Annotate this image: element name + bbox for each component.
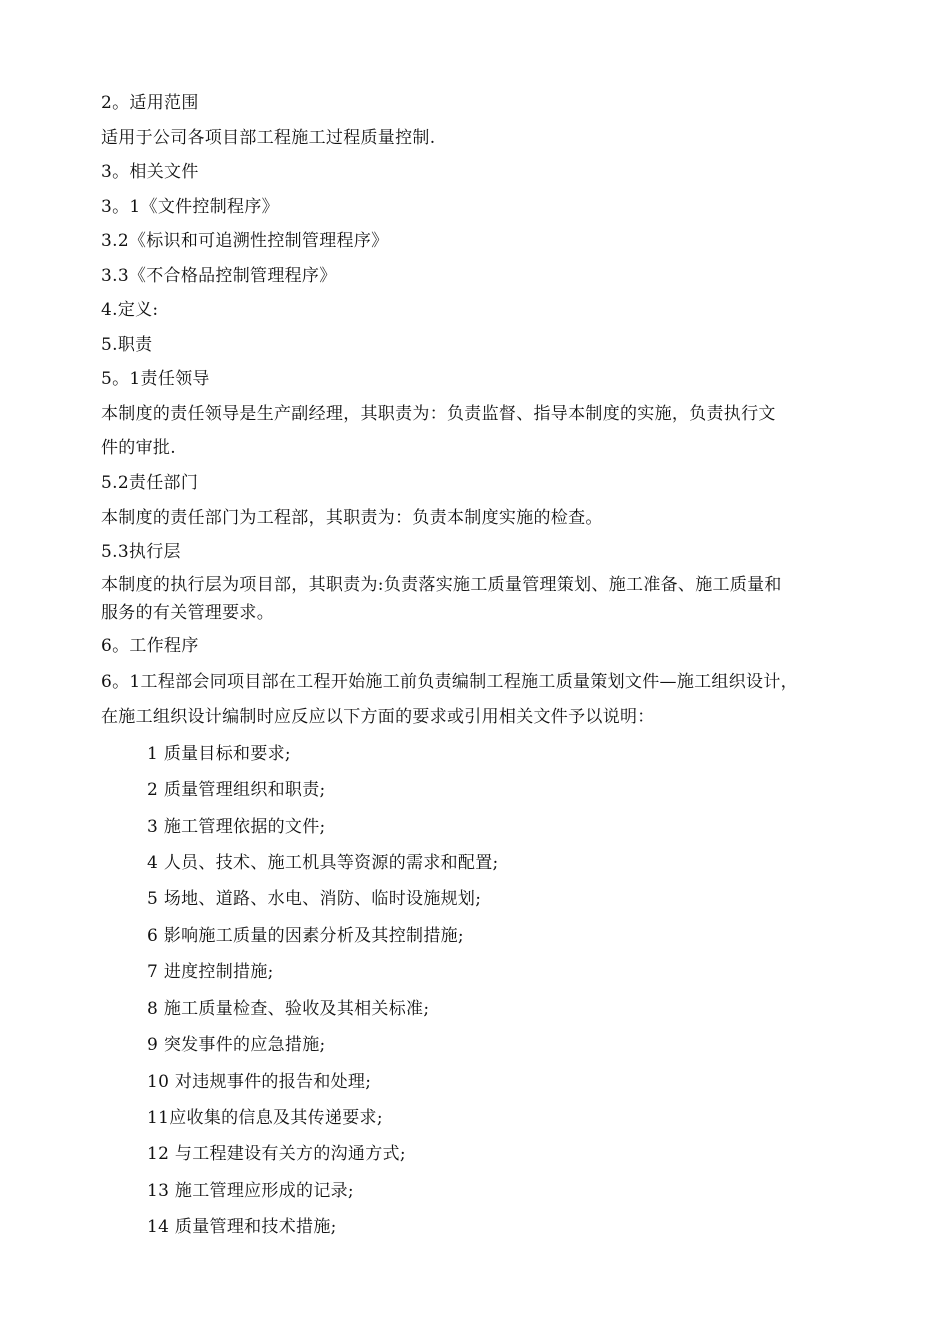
list-item: 5 场地、道路、水电、消防、临时设施规划; <box>147 889 482 909</box>
section-heading-duties: 5.职责 <box>101 335 153 355</box>
list-item: 1 质量目标和要求; <box>147 744 291 764</box>
list-item: 4 人员、技术、施工机具等资源的需求和配置; <box>147 853 499 873</box>
section-heading-procedure: 6。工作程序 <box>101 636 199 656</box>
subsection-heading: 5.3执行层 <box>101 542 181 562</box>
list-item: 13 施工管理应形成的记录; <box>147 1181 354 1201</box>
list-item: 9 突发事件的应急措施; <box>147 1035 326 1055</box>
related-doc-item: 3。1《文件控制程序》 <box>101 197 279 217</box>
related-doc-item: 3.3《不合格品控制管理程序》 <box>101 266 337 286</box>
paragraph-scope: 适用于公司各项目部工程施工过程质量控制. <box>101 128 436 148</box>
paragraph-line: 本制度的责任领导是生产副经理，其职责为：负责监督、指导本制度的实施，负责执行文 <box>101 404 776 424</box>
subsection-heading: 5。1责任领导 <box>101 369 210 389</box>
section-heading-definitions: 4.定义: <box>101 300 159 320</box>
paragraph-line: 服务的有关管理要求。 <box>101 603 274 623</box>
section-heading-related-docs: 3。相关文件 <box>101 162 199 182</box>
subsection-heading: 5.2责任部门 <box>101 473 199 493</box>
list-item: 14 质量管理和技术措施; <box>147 1217 337 1237</box>
list-item: 2 质量管理组织和职责; <box>147 780 326 800</box>
list-item: 12 与工程建设有关方的沟通方式; <box>147 1144 406 1164</box>
list-item: 10 对违规事件的报告和处理; <box>147 1072 372 1092</box>
paragraph-line: 本制度的执行层为项目部，其职责为:负责落实施工质量管理策划、施工准备、施工质量和 <box>101 575 782 595</box>
list-item: 3 施工管理依据的文件; <box>147 817 326 837</box>
list-item: 8 施工质量检查、验收及其相关标准; <box>147 999 430 1019</box>
related-doc-item: 3.2《标识和可追溯性控制管理程序》 <box>101 231 389 251</box>
paragraph-line: 6。1工程部会同项目部在工程开始施工前负责编制工程施工质量策划文件—施工组织设计， <box>101 672 798 692</box>
list-item: 6 影响施工质量的因素分析及其控制措施; <box>147 926 464 946</box>
paragraph-line: 本制度的责任部门为工程部，其职责为：负责本制度实施的检查。 <box>101 508 603 528</box>
paragraph-line: 在施工组织设计编制时应反应以下方面的要求或引用相关文件予以说明： <box>101 707 655 727</box>
list-item: 7 进度控制措施; <box>147 962 274 982</box>
list-item: 11应收集的信息及其传递要求; <box>147 1108 383 1128</box>
paragraph-line: 件的审批. <box>101 438 176 458</box>
section-heading-scope: 2。适用范围 <box>101 93 199 113</box>
